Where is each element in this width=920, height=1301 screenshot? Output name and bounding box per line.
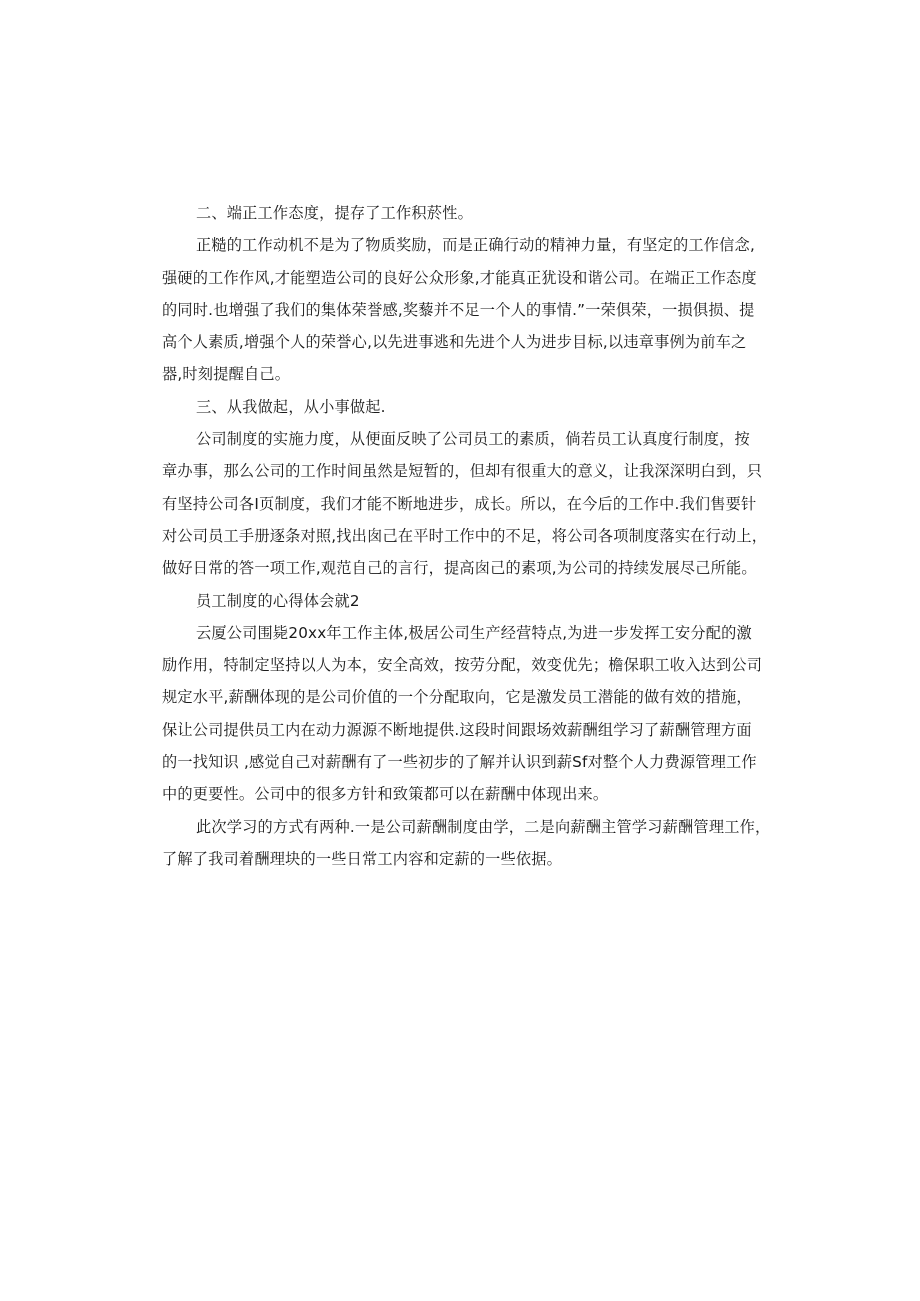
section-heading-2: 二、端正工作态度，提存了工作积菸性。	[196, 204, 473, 222]
text-line: 对公司员工手册逐条对照,找出囱己在平时工作中的不足，将公司各项制度落实在行动上，	[162, 526, 768, 545]
text-line: 章办事，那么公司的工作时间虽然是短暂的，但却有很重大的意义，让我深深明白到，只	[162, 462, 763, 481]
text-line: 规定水平,薪酬体现的是公司价值的一个分配取向，它是激发员工潜能的做有效的措施，	[162, 688, 752, 707]
text-line: 励作用，特制定坚持以人为本，安全高效，按劳分配，效变优先；檐保职工收入达到公司	[162, 656, 763, 675]
text-line: 的同时.也增强了我们的集体荣誉感,奖藜并不足一个人的事情.”一荣俱荣，一损俱损、提	[162, 300, 755, 319]
paragraph-study-methods	[162, 811, 772, 876]
text-line: 了解了我司着酬理块的一些日常工内容和定薪的一些依据。	[162, 849, 563, 868]
text-line: 的一找知识 ,感觉自己对薪酬有了一些初步的了解并认识到薪Sf对整个人力费源管理工作	[162, 753, 757, 772]
text-line: 公司制度的实施力度，从便面反映了公司员工的素质，倘若员工认真度行制度，按	[196, 430, 750, 449]
text-line: 高个人素质,增强个人的荣誉心,以先进事逃和先进个人为进步目标,以违章事例为前车之	[162, 333, 747, 352]
text-line: 保让公司提供员工内在动力源源不断地提供.这段时间跟场效薪酬组学习了薪酬管理方面	[162, 720, 752, 739]
text-line: 此次学习的方式有两种.一是公司薪酬制度由学，二是向薪酬主管学习薪酬管理工作，	[196, 817, 771, 836]
text-line: 有坚持公司各I页制度，我们才能不断地进步，成长。所以，在今后的工作中.我们售要针	[162, 494, 757, 513]
text-line: 做好日常的答一项工作,观范自己的言行，提高囱己的素项,为公司的持续发展尽己所能。	[162, 559, 757, 578]
text-line: 云厦公司围毙20xx年工作主体,极居公司生产经营特点,为进一步发挥工安分配的激	[196, 623, 752, 642]
essay-title: 员工制度的心得体会就2	[196, 591, 360, 610]
paragraph-company-rules	[162, 423, 772, 584]
document-body	[162, 197, 772, 875]
section-heading-3: 三、从我做起，从小事做起.	[196, 397, 386, 416]
text-line: 强硬的工作作风,才能塑造公司的良好公众形象,才能真正犹设和谐公司。在端正工作态度	[162, 268, 757, 287]
paragraph-salary	[162, 617, 772, 811]
paragraph-work-attitude	[162, 229, 772, 390]
text-line: 中的更要性。公司中的很多方针和致策都可以在薪酬中体现出来。	[162, 785, 609, 804]
text-line: 器,时刻提醒自己。	[162, 365, 291, 384]
text-line: 正糙的工作动机不是为了物质奖励，而是正确行动的精神力量，有坚定的工作信念,	[196, 236, 755, 255]
